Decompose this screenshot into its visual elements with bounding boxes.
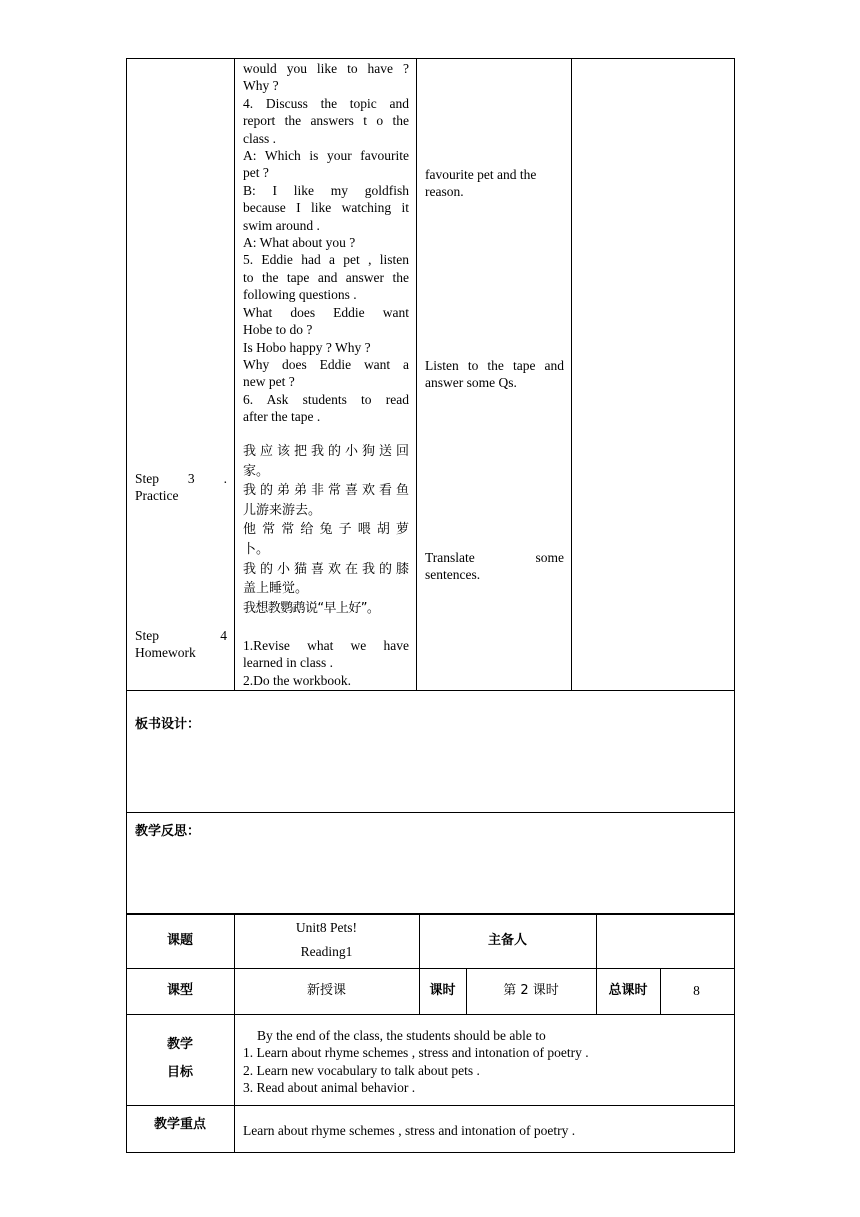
topic-value: Unit8 Pets! Reading1 [295,920,358,959]
step-4-label: Step 4 Homework [135,628,227,661]
homework-text: 1.Revise what we have learned in class . 2.Do the workbook. [243,638,409,688]
total-periods-value: 8 [693,983,700,998]
objectives-label: 教学 目标 [166,1037,193,1080]
teacher-activity-text: would you like to have ? Why ? 4. Discuss the topic and report the answers t o the class . A: Which is your favourite pet ? B: I like my goldfish because I like watching it swim around . A: What about you ? 5. Eddie had a pet , listen to the tape and answer the following questions . What does Eddie want Hobe to do ? Is Hobo happy ? Why ? Why does Eddie want a new pet ? 6. Ask students to read after the tape . [243,61,409,425]
topic-label: 课题 [166,933,193,948]
period-label: 课时 [429,983,456,998]
step-3-label: Step 3 . Practice [135,471,227,504]
lesson-type-value: 新授课 [306,983,346,998]
process-col-divider-3 [571,58,572,690]
student-activity-1: favourite pet and the reason. [425,167,537,200]
preparer-label: 主备人 [487,933,527,948]
total-periods-label: 总课时 [608,983,648,998]
objectives-text: By the end of the class, the students should be able to 1. Learn about rhyme schemes , stress and intonation of poetry . 2. Learn new vocabulary to talk about pets . 3. Read about animal behavior . [243,1028,589,1096]
reflection-label: 教学反思： [135,824,201,839]
lesson-col-rule-b [419,914,420,1015]
lesson-row-rule-3 [126,1105,734,1106]
process-col-divider-1 [234,58,235,690]
key-point-value: Learn about rhyme schemes , stress and intonation of poetry . [243,1123,576,1138]
lesson-row-rule-2 [126,1014,734,1015]
period-value: 第 2 课时 [503,983,559,998]
board-design-box [126,689,735,813]
reflection-box [126,812,735,914]
student-activity-3: Translate some sentences. [425,550,564,583]
lesson-col-rule-d [596,914,597,1015]
lesson-row-rule-1 [126,968,734,969]
student-activity-2: Listen to the tape and answer some Qs. [425,358,564,391]
process-col-divider-2 [416,58,417,690]
lesson-type-label: 课型 [166,983,193,998]
key-point-label: 教学重点 [153,1117,206,1132]
chinese-translation-sentences: 我应该把我的小狗送回 家。 我的弟弟非常喜欢看鱼 儿游来游去。 他常常给兔子喂胡萝 卜。 我的小猫喜欢在我的膝 盖上睡觉。 我想教鹦鹉说“早上好”。 [243,444,409,616]
board-design-label: 板书设计： [135,717,201,732]
